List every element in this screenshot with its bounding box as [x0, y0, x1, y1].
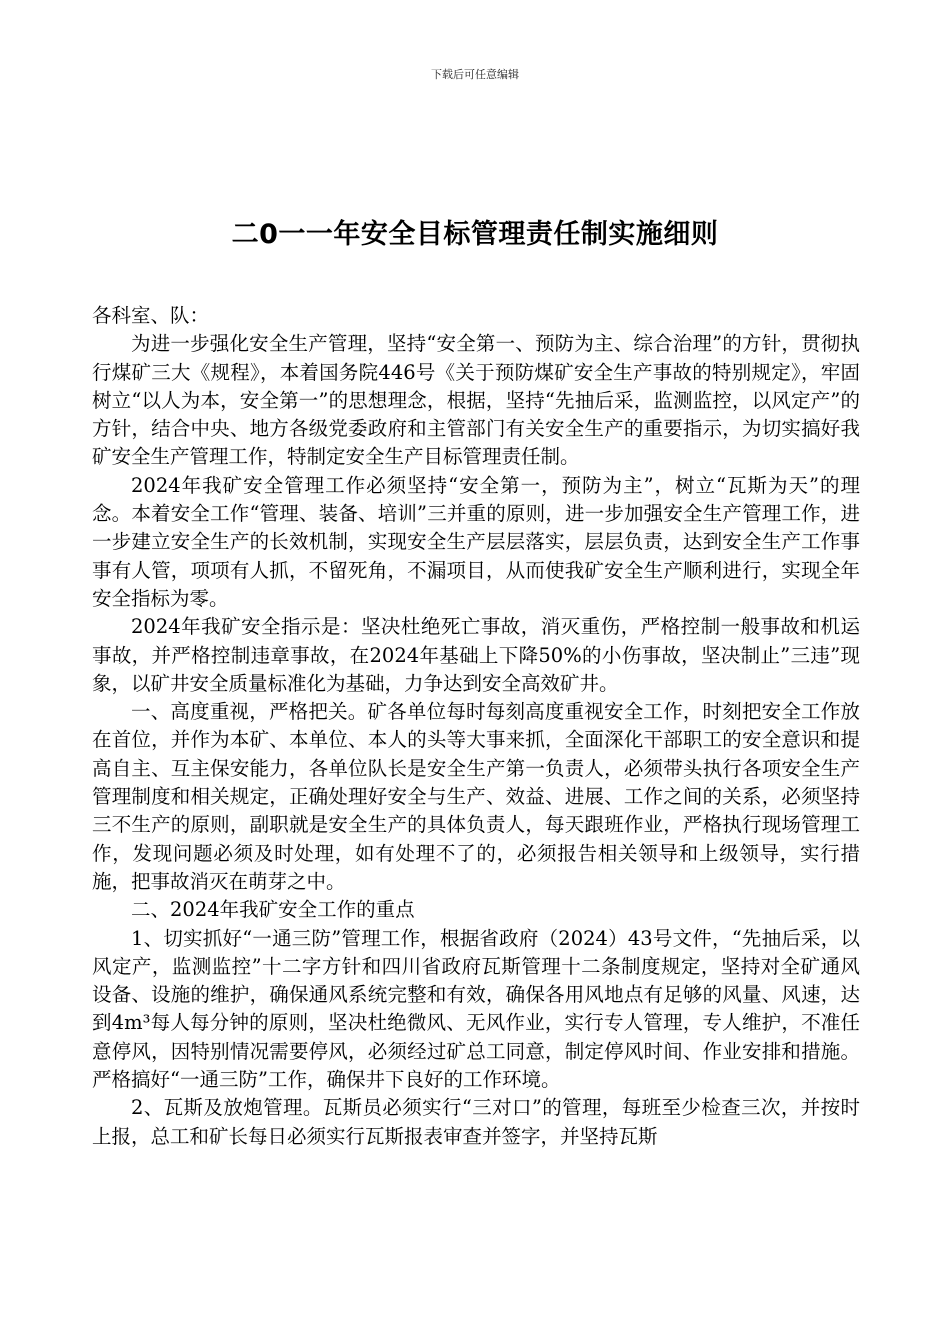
paragraph-section-one: 一、高度重视，严格把关。矿各单位每时每刻高度重视安全工作，时刻把安全工作放在首位，并作为本矿、本单位、本人的头等大事来抓，全面深化干部职工的安全意识和提高自主、互主保安能力，各单位队长是安全生产第一负责人，必须带头执行各项安全生产管理制度和相关规定，正确处理好安全与生产、效益、进展、工作之间的关系，必须坚持三不生产的原则，副职就是安全生产的具体负责人，每天跟班作业，严格执行现场管理工作，发现问题必须及时处理，如有处理不了的，必须报告相关领导和上级领导，实行措施，把事故消灭在萌芽之中。 [92, 700, 860, 893]
document-title: 二0一一年安全目标管理责任制实施细则 [231, 219, 719, 250]
paragraph-2024-targets: 2024年我矿安全指示是：坚决杜绝死亡事故，消灭重伤，严格控制一般事故和机运事故，并严格控制违章事故，在2024年基础上下降50%的小伤事故，坚决制止”三违”现象，以矿井安全质量标准化为基础，力争达到安全高效矿井。 [92, 615, 860, 695]
section-two-heading: 二、2024年我矿安全工作的重点 [131, 898, 415, 922]
salutation: 各科室、队： [92, 304, 210, 327]
header-note: 下载后可任意编辑 [431, 68, 519, 81]
paragraph-item-two: 2、瓦斯及放炮管理。瓦斯员必须实行“三对口”的管理，每班至少检查三次，并按时上报，总工和矿长每日必须实行瓦斯报表审查并签字，并坚持瓦斯 [92, 1096, 860, 1148]
paragraph-2024-policy: 2024年我矿安全管理工作必须坚持“安全第一，预防为主”，树立“瓦斯为天”的理念。本着安全工作“管理、装备、培训”三并重的原则，进一步加强安全生产管理工作，进一步建立安全生产的长效机制，实现安全生产层层落实，层层负责，达到安全生产工作事事有人管，项项有人抓，不留死角，不漏项目，从而使我矿安全生产顺利进行，实现全年安全指标为零。 [92, 473, 860, 610]
document-body [92, 302, 860, 1151]
paragraph-intro: 为进一步强化安全生产管理，坚持“安全第一、预防为主、综合治理”的方针，贯彻执行煤矿三大《规程》，本着国务院446号《关于预防煤矿安全生产事故的特别规定》，牢固树立“以人为本，安全第一”的思想理念，根据，坚持“先抽后采，监测监控，以风定产”的方针，结合中央、地方各级党委政府和主管部门有关安全生产的重要指示，为切实搞好我矿安全生产管理工作，特制定安全生产目标管理责任制。 [92, 332, 860, 469]
paragraph-item-one: 1、切实抓好“一通三防”管理工作，根据省政府（2024）43号文件，“先抽后采，以风定产，监测监控”十二字方针和四川省政府瓦斯管理十二条制度规定，坚持对全矿通风设备、设施的维护，确保通风系统完整和有效，确保各用风地点有足够的风量、风速，达到4m³每人每分钟的原则，坚决杜绝微风、无风作业，实行专人管理，专人维护，不准任意停风，因特别情况需要停风，必须经过矿总工同意，制定停风时间、作业安排和措施。严格搞好“一通三防”工作，确保井下良好的工作环境。 [92, 926, 860, 1092]
